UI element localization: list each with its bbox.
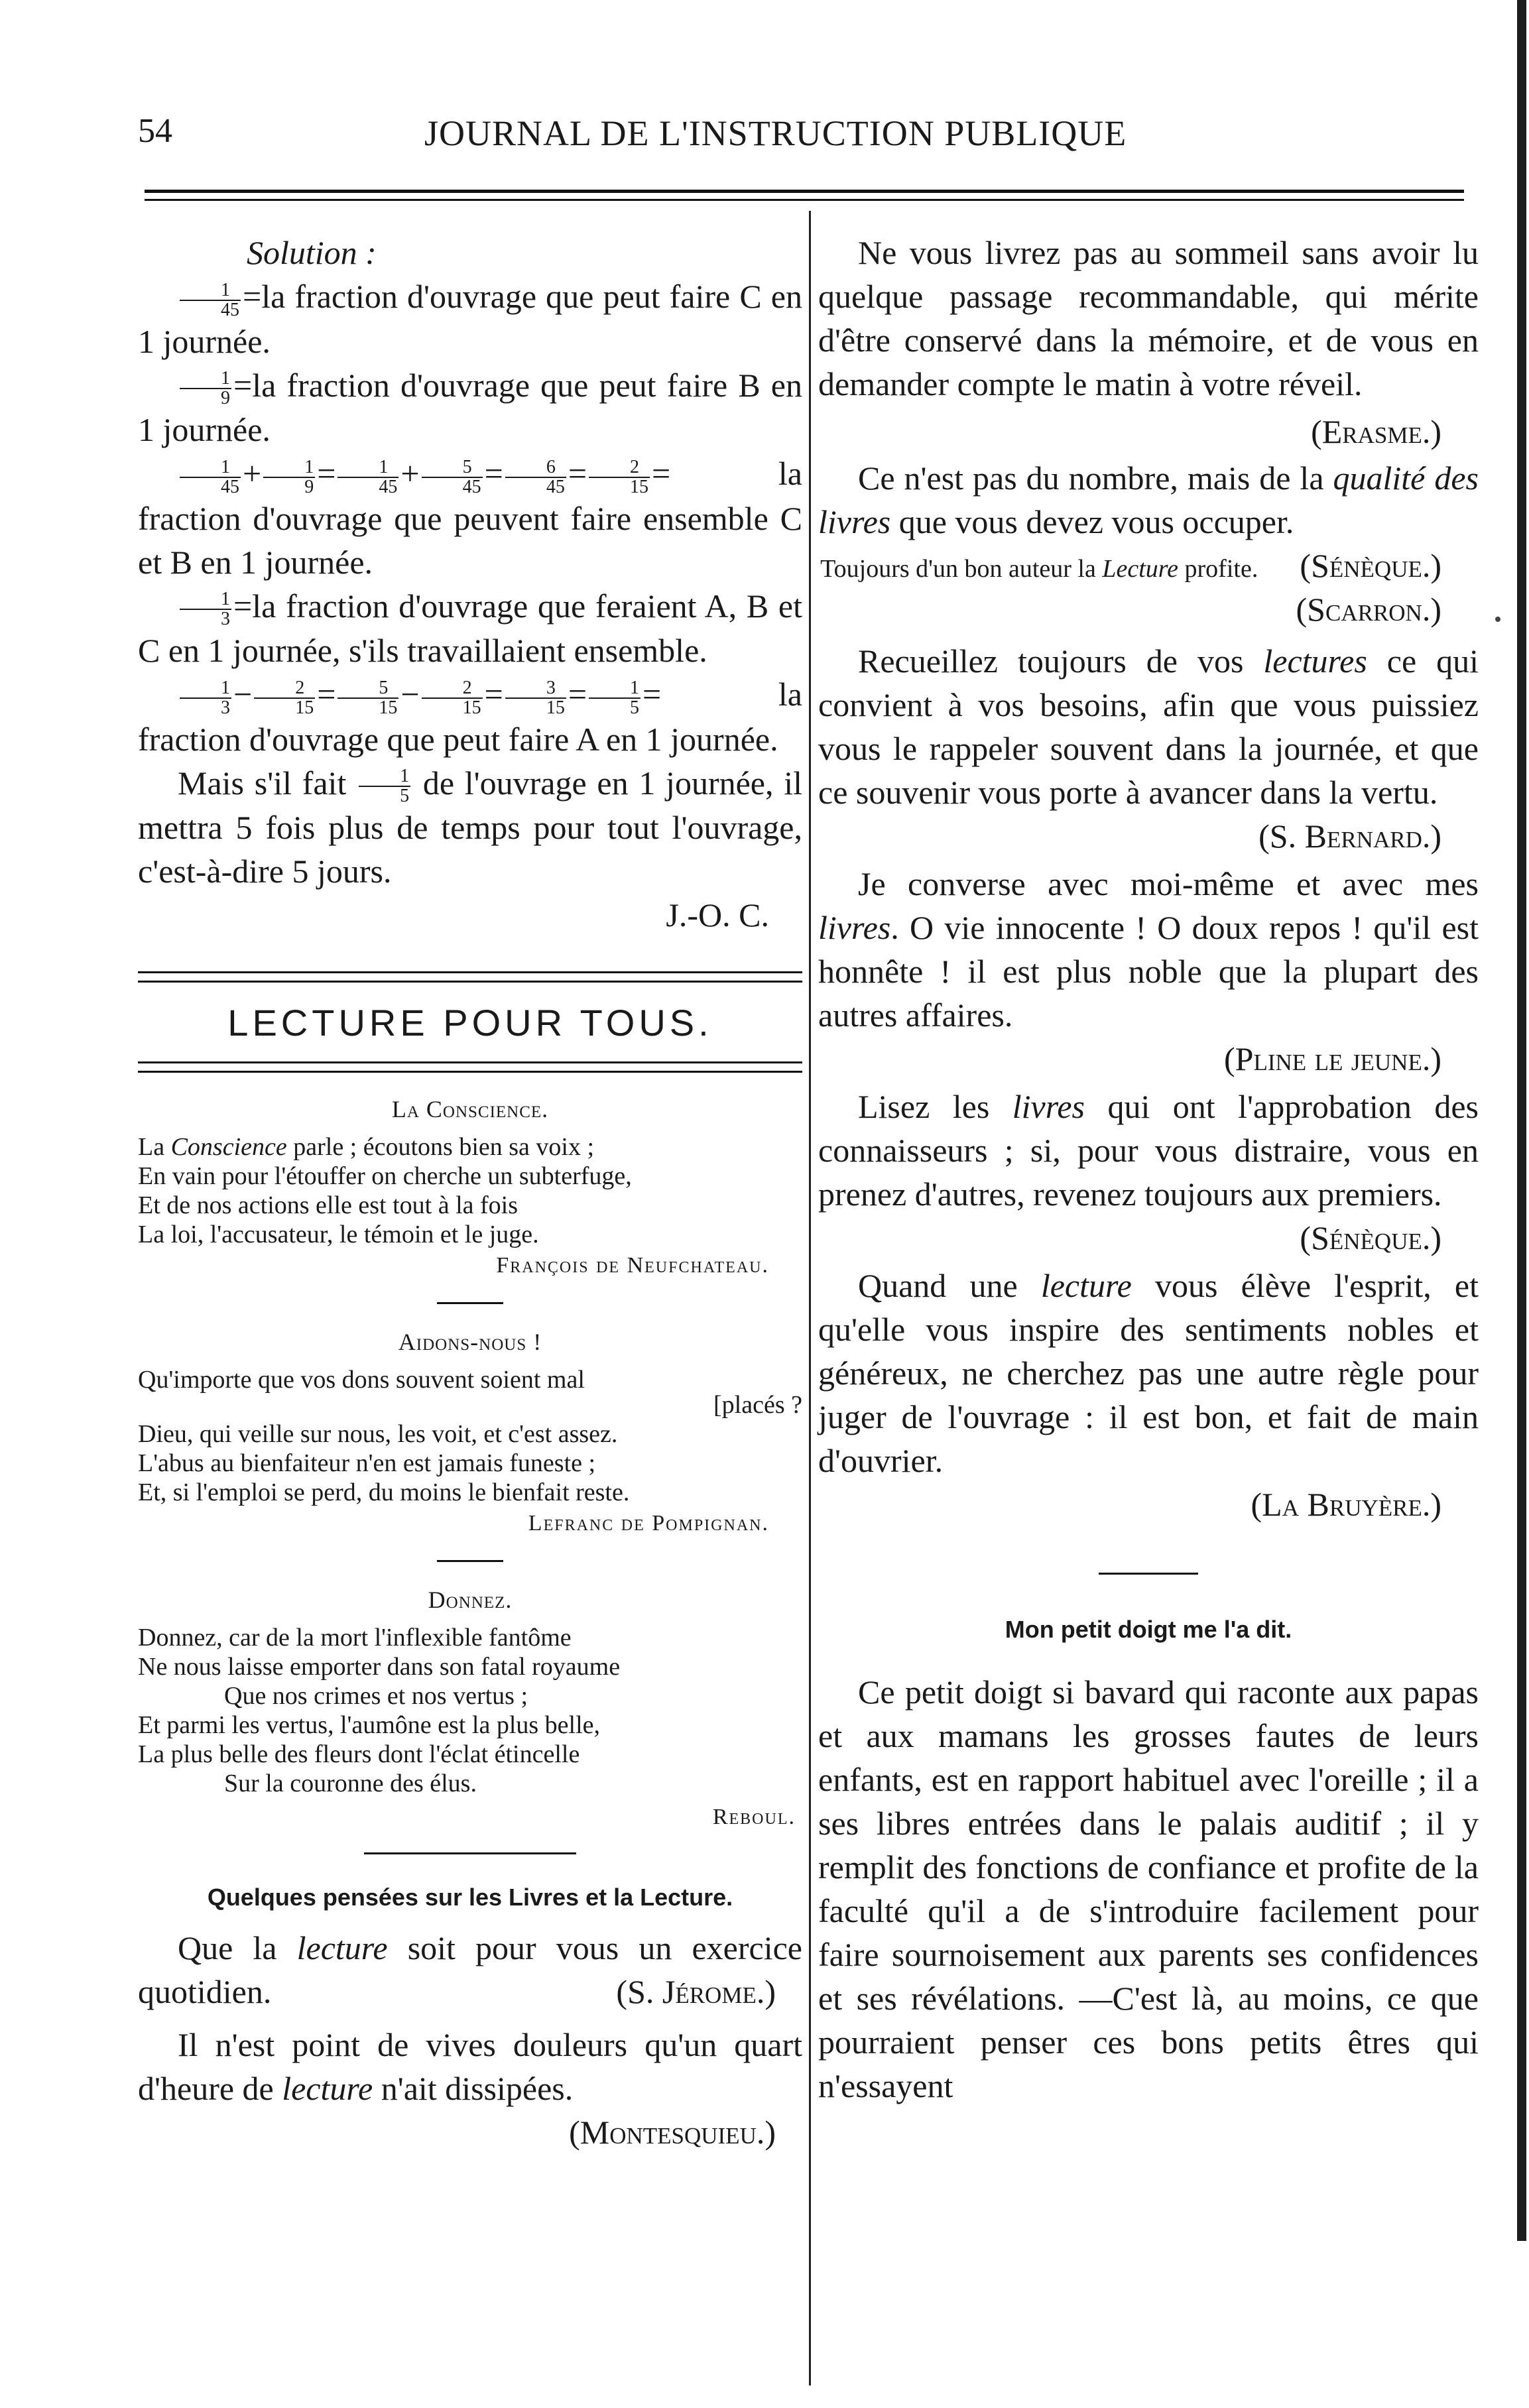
- poem-author: François de Neufchateau.: [496, 1253, 769, 1278]
- pensees-heading: Quelques pensées sur les Livres et la Lecture.: [207, 1884, 733, 1911]
- quote-erasme: Ne vous livrez pas au sommeil sans avoir lu quelque passage recommandable, qui mérite d'être conservé dans la mémoire, et de vous en demander compte le matin à votre réveil.: [818, 234, 1479, 402]
- fraction: $\frac{2}{15}$: [589, 458, 650, 497]
- header-rule-thick: [145, 190, 1464, 193]
- poem-line-continuation: [placés ?: [713, 1391, 802, 1419]
- fraction: $\frac{1}{3}$: [180, 590, 231, 629]
- quote-author: (Erasme.): [1311, 413, 1441, 450]
- poem-title-aidons: Aidons-nous !: [398, 1329, 542, 1356]
- poem-line: Et de nos actions elle est tout à la fois: [138, 1191, 519, 1220]
- page-edge-shadow: [1517, 0, 1526, 2241]
- poem-line: Qu'importe que vos dons souvent soient mal: [138, 1366, 585, 1394]
- page-speck: [1495, 617, 1500, 622]
- solution-signature: J.-O. C.: [666, 896, 769, 934]
- poem-line: La Conscience parle ; écoutons bien sa voix ;: [138, 1133, 595, 1162]
- poem-line: Donnez, car de la mort l'inflexible fantôme: [138, 1624, 572, 1652]
- solution-line-b: $\frac{1}{9}$ =la fraction d'ouvrage que peut faire B en 1 journée.: [138, 366, 802, 449]
- quote-seneque-2: Lisez les livres qui ont l'approbation des connaisseurs ; si, pour vous distraire, vous en prenez d'autres, revenez toujours aux premiers.: [818, 1088, 1479, 1213]
- poem-line: En vain pour l'étouffer on cherche un subterfuge,: [138, 1162, 632, 1191]
- poem-line: La loi, l'accusateur, le témoin et le juge.: [138, 1221, 539, 1249]
- poem-title-conscience: La Conscience.: [391, 1096, 549, 1123]
- solution-equation-a: $\frac{1}{3}$ − $\frac{2}{15}$ = $\frac{5}{15}$ − $\frac{2}{15}$ = $\frac{3}{15}$ = $\frac{1}{5}$ = la fraction d'ouvrage que peut faire A en 1 journée.: [138, 676, 802, 758]
- left-column: [138, 211, 802, 2154]
- right-column: [818, 211, 1479, 2108]
- quote-author: (La Bruyère.): [1251, 1486, 1441, 1523]
- quote-author: (S. Jérome.): [616, 1973, 776, 2011]
- poem-aidons: [138, 1365, 802, 1536]
- quote-author: (Pline le jeune.): [1224, 1040, 1441, 1077]
- doigt-text: Ce petit doigt si bavard qui raconte aux papas et aux mamans les grosses fautes de leurs enfants, est en rapport habituel avec l'oreille ; il a ses libres entrées dans le palais auditif ; il y remplit des fonctions de confiance et profite de la faculté qu'il a de s'introduire facilement pour faire sournoisement aux parents ses confidences et ses révélations. —C'est là, au moins, ce que pourraient penser ces bons petits êtres qui n'essayent: [818, 1673, 1479, 2104]
- fraction: $\frac{1}{45}$: [180, 458, 241, 497]
- fraction: $\frac{1}{45}$: [337, 458, 398, 497]
- fraction: $\frac{6}{45}$: [505, 458, 566, 497]
- fraction: $\frac{1}{45}$: [180, 281, 241, 320]
- poem-separator: [437, 1302, 503, 1304]
- fraction: $\frac{1}{5}$: [589, 679, 641, 717]
- solution-conclusion: Mais s'il fait $\frac{1}{5}$ de l'ouvrage en 1 journée, il mettra 5 fois plus de temps pour tout l'ouvrage, c'est-à-dire 5 jours.: [138, 764, 802, 890]
- quote-bernard: Recueillez toujours de vos lectures ce qui convient à vos besoins, afin que vous puissiez vous le rappeler souvent dans la journée, et que ce souvenir vous porte à avancer dans la vertu.: [818, 642, 1479, 811]
- fraction: $\frac{5}{45}$: [422, 458, 483, 497]
- quote-author: (Montesquieu.): [569, 2114, 776, 2151]
- poem-line: Que nos crimes et nos vertus ;: [224, 1682, 528, 1711]
- quote-author: (S. Bernard.): [1258, 817, 1441, 855]
- poem-line: Sur la couronne des élus.: [224, 1770, 477, 1798]
- header-rule-thin: [145, 199, 1464, 201]
- quote-author: (Scarron.): [1296, 591, 1441, 628]
- quote-bruyere: Quand une lecture vous élève l'esprit, et qu'elle vous inspire des sentiments nobles et généreux, ne cherchez pas une autre règle pour juger de l'ouvrage : il est bon, et fait de main d'ouvrier.: [818, 1267, 1479, 1479]
- quote-author: (Sénèque.): [1300, 547, 1441, 584]
- fraction: $\frac{2}{15}$: [254, 679, 315, 717]
- quote-pline: Je converse avec moi-même et avec mes livres. O vie innocente ! O doux repos ! qu'il est honnête ! il est plus noble que la plupart des autres affaires.: [818, 865, 1479, 1034]
- quote-jerome: Que la lecture soit pour vous un exercice quotidien. (S. Jérome.): [138, 1926, 802, 2014]
- fraction: $\frac{1}{5}$: [359, 767, 410, 806]
- fraction: $\frac{2}{15}$: [422, 679, 483, 717]
- quote-author: (Sénèque.): [1300, 1219, 1441, 1256]
- section-separator: [364, 1852, 576, 1854]
- quote-seneque-1: Ce n'est pas du nombre, mais de la qualité des livres que vous devez vous occuper. (Sénèque.): [818, 456, 1479, 544]
- poem-separator: [437, 1560, 503, 1562]
- poem-line: L'abus au bienfaiteur n'en est jamais funeste ;: [138, 1449, 596, 1478]
- fraction: $\frac{5}{15}$: [337, 679, 398, 717]
- solution-equation-cb: $\frac{1}{45}$ + $\frac{1}{9}$ = $\frac{1}{45}$ + $\frac{5}{45}$ = $\frac{6}{45}$ = $\frac{2}{15}$ = la fraction d'ouvrage que peuvent faire ensemble C et B en 1 journée.: [138, 455, 802, 581]
- poem-conscience: [138, 1132, 802, 1278]
- poem-donnez: [138, 1623, 802, 1830]
- poem-line: Et, si l'emploi se perd, du moins le bienfait reste.: [138, 1478, 630, 1507]
- poem-line: La plus belle des fleurs dont l'éclat étincelle: [138, 1740, 580, 1769]
- journal-title: JOURNAL DE L'INSTRUCTION PUBLIQUE: [424, 113, 1127, 153]
- section-rule-bottom: [138, 1061, 802, 1073]
- fraction: $\frac{3}{15}$: [505, 679, 566, 717]
- poem-title-donnez: Donnez.: [428, 1587, 513, 1614]
- solution-line-c: $\frac{1}{45}$ =la fraction d'ouvrage que peut faire C en 1 journée.: [138, 278, 802, 360]
- fraction: $\frac{1}{9}$: [263, 458, 315, 497]
- section-title: LECTURE POUR TOUS.: [227, 1002, 713, 1044]
- doigt-heading: Mon petit doigt me l'a dit.: [1005, 1616, 1292, 1643]
- section-separator: [1099, 1573, 1198, 1575]
- solution-heading: Solution :: [247, 234, 377, 271]
- quote-montesquieu: Il n'est point de vives douleurs qu'un quart d'heure de lecture n'ait dissipées.: [138, 2026, 802, 2108]
- fraction: $\frac{1}{3}$: [180, 679, 231, 717]
- poem-line: Dieu, qui veille sur nous, les voit, et c'est assez.: [138, 1420, 618, 1449]
- poem-author: Lefranc de Pompignan.: [528, 1511, 769, 1536]
- page-number: 54: [138, 112, 172, 150]
- poem-line: Ne nous laisse emporter dans son fatal royaume: [138, 1653, 621, 1681]
- fraction: $\frac{1}{9}$: [180, 369, 231, 408]
- quote-scarron: Toujours d'un bon auteur la Lecture profite.: [820, 555, 1258, 583]
- poem-author: Reboul.: [712, 1805, 796, 1830]
- column-divider: [809, 211, 811, 2385]
- section-rule-top: [138, 971, 802, 983]
- solution-line-abc: $\frac{1}{3}$ =la fraction d'ouvrage que feraient A, B et C en 1 journée, s'ils travaillaient ensemble.: [138, 587, 802, 670]
- poem-line: Et parmi les vertus, l'aumône est la plus belle,: [138, 1711, 601, 1740]
